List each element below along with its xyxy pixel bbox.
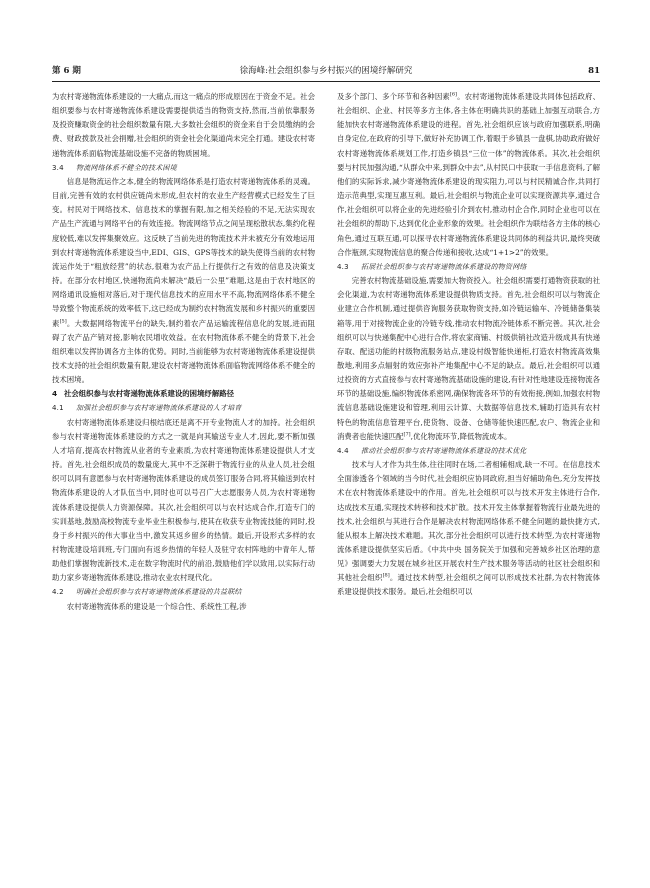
section-heading: 4.4 推动社会组织参与农村寄递物流体系建设的技术优化 (337, 446, 527, 455)
page-number: 81 (588, 66, 600, 76)
paragraph: 农村寄递物流体系建设归根结底还是离不开专业物流人才的加持。社会组织参与农村寄递物流体系建设的方式之一就是向其输送专业人才,因此,要不断加强人才培育,提高农村物流从业者的专业素质,为农村寄递物流体系建设提供人才支持。首先,社会组织成员的数量庞大,其中不乏深耕于物流行业的从业人员,社会组织可以同有意愿参与农村寄递物流体系建设的成员签订服务合同,将其输送到农村物流体系建设的人才队伍当中,同时也可以号召广大志愿服务人员,为农村寄递物流体系建设提供人力资源保障。其次,社会组织可以与农村达成合作,打造专门的实训基地,鼓励高校物流专业毕业生积极参与,使其在收获专业物流技能的同时,投身于乡村振兴的伟大事业当中,激发其返乡留乡的热情。最后,开设形式多样的农村物流建设培训班,专门面向有返乡热情的年轻人及驻守农村阵地的中青年人,帮助他们掌握物流新技术,走在数字物流时代的前沿,鼓励他们学以致用,以实际行动助力家乡寄递物流体系建设,推动农业农村现代化。 (52, 417, 315, 583)
citation: [5] (59, 318, 67, 325)
paragraph: 及多个部门、多个环节和各种因素[6]。农村寄递物流体系建设共同体包括政府、社会组织、企业、村民等多方主体,各主体在明确共识的基础上加强互动联合,方能加快农村寄递物流体系建设的进程。首先,社会组织应该与政府加强联系,明确自身定位,在政府的引导下,做好补充协调工作,着眼于乡镇县一盘棋,协助政府做好农村寄递物流体系规划工作,打造乡镇县“三位一体”的物流体系。其次,社会组织要与村民加强沟通,“从群众中来,到群众中去”,从村民口中获取一手信息资料,了解他们的实际诉求,减少寄递物流体系建设的现实阻力,可以与村民精诚合作,共同打造示范典型,实现互惠互利。最后,社会组织与物流企业可以实现资源共享,通过合作,社会组织可以将企业的先进经验引介到农村,推动村企合作,同时企业也可以在社会组织的帮助下,达到优化企业形象的效果。社会组织作为联结各方主体的核心角色,通过互联互通,可以探寻农村寄递物流体系建设共同体的利益共识,最终突破合作瓶颈,实现物流信息的聚合传递和接收,达成“1+1>2”的效果。 (337, 91, 600, 257)
citation: [8] (382, 572, 390, 579)
running-header (52, 64, 600, 78)
paragraph: 技术与人才作为共生体,往往同时在场,二者相辅相成,缺一不可。在信息技术全面渗透各个领域的当今时代,社会组织应协同政府,担当好辅助角色,充分发挥技术在农村物流体系建设中的作用。首先,社会组织可以与技术开发主体进行合作,达成技术互通,实现技术转移和技术扩散。技术开发主体掌握着物流行业最先进的技术,社会组织与其进行合作是解决农村物流网络体系不健全问题的最快捷方式,能从根本上解决技术难题。其次,部分社会组织可以进行技术转型,为农村寄递物流体系建设提供坚实后盾。《中共中央 国务院关于加强和完善城乡社区治理的意见》强调要大力发展在城乡社区开展农村生产技术服务等活动的社区社会组织和其他社会组织[8]。通过技术转型,社会组织之间可以形成技术社群,为农村物流体系建设提供技术服务。最后,社会组织可以 (337, 460, 600, 597)
citation: [6] (449, 91, 457, 98)
article-title: 徐海峰:社会组织参与乡村振兴的困境纾解研究 (239, 66, 413, 76)
paragraph: 为农村寄递物流体系建设的一大痛点,而这一痛点的形成原因在于资金不足。社会组织要参与农村寄递物流体系建设需要提供适当的物资支持,然而,当前依靠服务及投资赚取资金的社会组织数量有限,大多数社会组织的资金来自于会员缴纳的会费、财政拨款及社会捐赠,社会组织的资金社会化渠道尚未完全打通。建设农村寄递物流体系面临物流基础设施不完备的物质困境。 (52, 92, 315, 158)
left-column (52, 90, 315, 850)
paragraph: 完善农村物流基础设施,需要加大物资投入。社会组织需要打通物资获取的社会化渠道,为农村寄递物流体系建设提供物质支持。首先,社会组织可以与物流企业建立合作机制,通过提供咨询服务获取物资支持,如冷链运输车、冷链储备集装箱等,用于对接物流企业的冷链专线,推动农村物流冷链体系不断完善。其次,社会组织可以与快递集配中心进行合作,将农家商铺、村级供销社改造升级成具有快递存取、配送功能的村级物流服务站点,建设村级智能快递柜,打造农村物流高效集散地,利用多点辐射的效应弥补产地集配中心不足的缺点。最后,社会组织可以通过投资的方式直接参与农村寄递物流基础设施的建设,有针对性地建设连接物流各环节的基础设施,编织物流体系密网,确保物流各环节的有效衔接,例如,加强农村物流信息基础设施建设和管理,利用云计算、大数据等信息技术,辅助打造具有农村特色的物流信息管理平台,使货物、设备、仓储等能快速匹配,农户、物流企业和消费者也能快速匹配[7],优化物流环节,降低物流成本。 (337, 276, 600, 441)
section-heading: 4.2 明确社会组织参与农村寄递物流体系建设的共益联结 (52, 588, 242, 597)
section-heading: 4.3 拓展社会组织参与农村寄递物流体系建设的物资网络 (337, 262, 527, 271)
citation: [7] (403, 431, 411, 438)
paragraph: 农村寄递物流体系的建设是一个综合性、系统性工程,涉 (66, 601, 247, 611)
paragraph: 信息是物流运作之本,健全的物流网络体系是打造农村寄递物流体系的灵魂。目前,完善有效的农村供应链尚未形成,但农村的农业生产经营模式已经发生了巨变。村民对于网络技术、信息技术的掌握有限,加之相关经验的不足,无法实现农产品生产流通与网络平台的有效连接。物流网络节点之间呈现松散状态,集约化程度较低,难以发挥集聚效应。这反映了当前先进的物流技术并未被充分有效地运用到农村寄递物流体系建设当中,EDI、GIS、GPS等技术的缺失使得当前的农村物流运作处于“粗放经营”的状态,很难为农产品上行提供行之有效的信息及决策支持。在部分农村地区,快递物流尚未解决“最后一公里”难题,这是由于农村地区的网络通讯设施相对落后,对于现代信息技术的应用水平不高,物流网络体系不健全导致整个物流系统的效率低下,这已经成为制约农村物流发展和乡村振兴的重要因素[5]。大数据网络物流平台的缺失,制约着农产品运输流程信息化的发展,进而阻碍了农产品产销对接,影响农民增收效益。在农村物流体系不健全的背景下,社会组织难以发挥协调各方主体的优势。同时,当前能够为农村寄递物流体系建设提供技术支持的社会组织数量有限,建设农村寄递物流体系面临物流网络体系不健全的技术困境。 (52, 176, 315, 385)
chapter-heading: 4 社会组织参与农村寄递物流体系建设的困境纾解路径 (52, 389, 234, 399)
section-heading: 3.4 物流网络体系不健全的技术困境 (52, 163, 177, 172)
section-heading: 4.1 加强社会组织参与农村寄递物流体系建设的人才培育 (52, 404, 242, 413)
issue-number: 第 6 期 (52, 66, 81, 76)
right-column (337, 90, 600, 850)
header-rule (52, 81, 600, 82)
